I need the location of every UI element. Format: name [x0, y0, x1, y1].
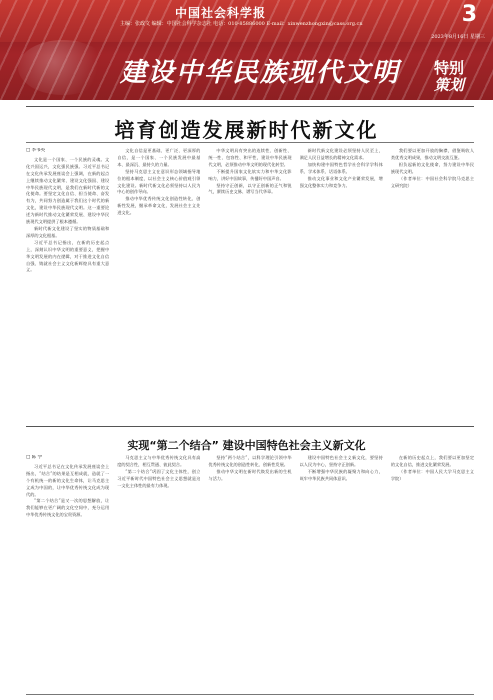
page-banner	[0, 0, 493, 100]
text-column	[117, 148, 200, 420]
text-column	[208, 455, 291, 691]
rule-under-headline1	[26, 142, 474, 143]
article2-headline: 实现“第二个结合” 建设中国特色社会主义新文化	[127, 439, 366, 452]
article2-body	[26, 455, 474, 691]
masthead-info: 主编：张政文 编辑：中国社会科学杂志社 电话：010-85886000 E-mail：xinwenzhongxin@cass.org.cn	[120, 21, 363, 27]
paragraph: 推动中华优秀传统文化创造性转化、创新性发展，继承革命文化，发展社会主义先进文化。	[117, 196, 201, 216]
page-date: 2023年8月16日 星期三	[431, 34, 485, 40]
text-column	[26, 148, 109, 420]
globe-graphic	[18, 40, 108, 95]
special-label-line1: 特别	[433, 59, 464, 77]
text-column	[300, 455, 383, 691]
paragraph: （作者单位：中国社会科学院马克思主义研究院）	[390, 175, 475, 188]
byline: □ 李书英	[26, 148, 46, 153]
paragraph: 坚持守正创新，以守正创新的正气和锐气，赓续历史文脉、谱写当代华章。	[208, 182, 292, 195]
text-column	[208, 148, 291, 420]
paragraph: 中华文明具有突出的连续性、创新性、统一性、包容性、和平性，建设中华民族现代文明，必须推动中华文明的现代化转型。	[208, 148, 292, 167]
page-number: 3	[461, 2, 477, 27]
paragraph: 不断提升国家文化软实力和中华文化影响力，讲好中国故事，传播好中国声音。	[208, 168, 292, 181]
paragraph: “第二个结合”是又一次的思想解放，让我们能够在更广阔的文化空间中，充分运用中华优秀传统文化的宝贵资源。	[26, 498, 110, 518]
paragraph: 习近平总书记在文化传承发展座谈会上指出，“结合”的结果是互相成就，造就了一个有机统一的新的文化生命体，让马克思主义成为中国的，让中华优秀传统文化成为现代的。	[26, 463, 110, 497]
rule-bottom	[26, 694, 474, 695]
text-column	[26, 455, 109, 691]
paragraph: 新时代新文化建设了坚实的物质基础和深厚的文化根基。	[26, 225, 110, 238]
paragraph: 推动文化事业和文化产业繁荣发展，增强文化整体实力和竞争力。	[299, 175, 383, 188]
paragraph: 文化自信是更基础、更广泛、更深厚的自信，是一个国家、一个民族发展中最基本、最深沉、最持久的力量。	[117, 148, 201, 167]
special-label-line2: 策划	[433, 76, 464, 94]
paragraph: 马克思主义与中华优秀传统文化具有高度的契合性，相互贯通、彼此契合。	[117, 455, 201, 467]
paragraph: 建设中国特色社会主义新文化，要坚持以人民为中心，坚持守正创新。	[299, 455, 383, 467]
text-column	[300, 148, 383, 420]
paragraph: 坚持“两个结合”，以科学理论引领中华优秀传统文化的创造性转化、创新性发展。	[208, 455, 292, 467]
text-column	[117, 455, 200, 691]
text-column	[391, 148, 474, 420]
text-column	[391, 455, 474, 691]
special-feature-label	[425, 60, 473, 96]
paragraph: 推动中华文明在新时代焕发出新的生机与活力。	[208, 468, 292, 481]
paragraph: “第二个结合”巩固了文化主体性，创立习近平新时代中国特色社会主义思想就是这一文化主体性的最有力体现。	[117, 468, 201, 488]
paper-name: 中国社会科学报	[175, 6, 267, 20]
paragraph: 文化是一个国家、一个民族的灵魂。文化兴国运兴，文化强民族强。习近平总书记在文化传承发展座谈会上强调，在新的起点上继续推动文化繁荣、建设文化强国、建设中华民族现代文明，是我们在新时代新的文化使命。要坚定文化自信、担当使命、奋发有为，共同努力创造属于我们这个时代的新文化，建设中华民族现代文明。这一重要论述为新时代推动文化繁荣发展、建设中华民族现代文明提供了根本遵循。	[26, 156, 110, 225]
paragraph: 担负起新的文化使命，努力建设中华民族现代文明。	[390, 161, 475, 174]
rule-under-banner	[26, 106, 474, 107]
byline: □ 陈 学	[26, 455, 43, 460]
paragraph: 在新的历史起点上，我们要以更加坚定的文化自信，推进文化繁荣发展。	[390, 455, 475, 467]
article1-body	[26, 148, 474, 420]
article1-headline: 培育创造发展新时代新文化	[114, 118, 379, 142]
paragraph: 加快构建中国特色哲学社会科学学科体系、学术体系、话语体系。	[299, 161, 383, 174]
paragraph: （作者单位：中国人民大学马克思主义学院）	[390, 468, 475, 481]
section-title: 建设中华民族现代文明	[120, 58, 401, 88]
paragraph: 我们要以更加开放的胸襟，借鉴吸收人类优秀文明成果，推动文明交流互鉴。	[390, 148, 475, 160]
paragraph: 坚持马克思主义在意识形态领域指导地位的根本制度，以社会主义核心价值观引领文化建设。新时代新文化必须坚持以人民为中心的创作导向。	[117, 168, 201, 195]
paragraph: 习近平总书记指出，在新的历史起点上，深刻认识中华文明的重要意义，把握中华文明发展的内在逻辑，对于推进文化自信自强、铸就社会主义文化新辉煌具有重大意义。	[26, 239, 110, 273]
paragraph: 新时代新文化建设必须坚持人民至上，满足人民日益增长的精神文化需求。	[299, 148, 383, 160]
rule-between-articles	[26, 426, 474, 427]
paragraph: 不断增强中华民族的凝聚力和向心力，筑牢中华民族共同体意识。	[299, 468, 383, 481]
